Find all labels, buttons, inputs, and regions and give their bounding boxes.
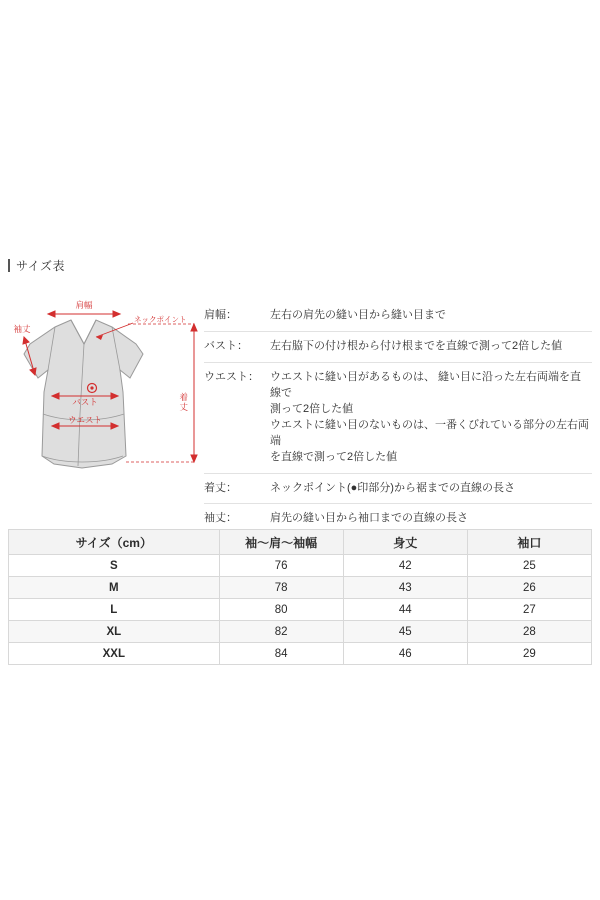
table-cell-value: 82: [219, 621, 343, 643]
table-row: [9, 621, 592, 643]
measure-label-bust: バスト: [72, 397, 98, 407]
definition-description: ウエストに縫い目があるものは、 縫い目に沿った左右両端を直線で 測って2倍した値 ウエストに縫い目のないものは、一番くびれている部分の左右両端 を直線で測って2倍した値: [270, 362, 592, 473]
table-row: [9, 577, 592, 599]
table-column-header-sleeve-shoulder: 袖～肩～袖幅: [219, 530, 343, 555]
table-cell-size: M: [9, 577, 220, 599]
definition-row: [204, 473, 592, 504]
measure-label-neck-point: ネックポイント: [134, 315, 187, 324]
table-cell-value: 29: [467, 643, 591, 665]
page-title-label: サイズ表: [16, 259, 66, 273]
table-header-row: [9, 530, 592, 555]
definition-description: 左右脇下の付け根から付け根までを直線で測って2倍した値: [270, 331, 592, 362]
title-accent-bar: [8, 259, 10, 272]
table-cell-value: 43: [343, 577, 467, 599]
table-cell-value: 46: [343, 643, 467, 665]
definition-row: [204, 362, 592, 473]
table-row: [9, 555, 592, 577]
definition-description: 左右の肩先の縫い目から縫い目まで: [270, 309, 446, 321]
measure-label-body-length: 着丈: [179, 392, 188, 412]
size-table: [8, 529, 592, 665]
page-title: [8, 257, 65, 274]
definition-term: バスト：: [204, 331, 270, 362]
table-cell-value: 44: [343, 599, 467, 621]
definition-term: ウエスト：: [204, 362, 270, 473]
table-cell-size: L: [9, 599, 220, 621]
table-cell-value: 45: [343, 621, 467, 643]
definition-description: 肩先の縫い目から袖口までの直線の長さ: [270, 504, 592, 534]
table-cell-size: S: [9, 555, 220, 577]
table-cell-value: 76: [219, 555, 343, 577]
measurement-definitions: [204, 305, 592, 534]
table-cell-value: 78: [219, 577, 343, 599]
definition-term: 袖丈：: [204, 504, 270, 534]
definition-row: [204, 305, 592, 331]
definition-term: 肩幅：: [204, 309, 237, 321]
definition-term: 着丈：: [204, 473, 270, 504]
table-column-header-size: サイズ（cm）: [9, 530, 220, 555]
table-row: [9, 643, 592, 665]
table-cell-value: 28: [467, 621, 591, 643]
table-cell-value: 84: [219, 643, 343, 665]
measure-label-waist: ウエスト: [67, 415, 103, 425]
table-cell-value: 25: [467, 555, 591, 577]
definition-description: ネックポイント(●印部分)から裾までの直線の長さ: [270, 473, 592, 504]
table-column-header-body-length: 身丈: [343, 530, 467, 555]
definition-row: [204, 331, 592, 362]
table-row: [9, 599, 592, 621]
table-column-header-cuff: 袖口: [467, 530, 591, 555]
table-cell-size: XL: [9, 621, 220, 643]
table-cell-value: 27: [467, 599, 591, 621]
table-cell-value: 42: [343, 555, 467, 577]
garment-diagram-svg: [8, 292, 204, 520]
measure-label-shoulder: 肩幅: [75, 300, 93, 310]
table-cell-size: XXL: [9, 643, 220, 665]
table-cell-value: 80: [219, 599, 343, 621]
table-cell-value: 26: [467, 577, 591, 599]
garment-diagram: [8, 292, 204, 520]
garment-shape: [24, 320, 143, 468]
measure-shoulder: [48, 311, 120, 317]
measure-label-sleeve-length: 袖丈: [13, 324, 31, 334]
